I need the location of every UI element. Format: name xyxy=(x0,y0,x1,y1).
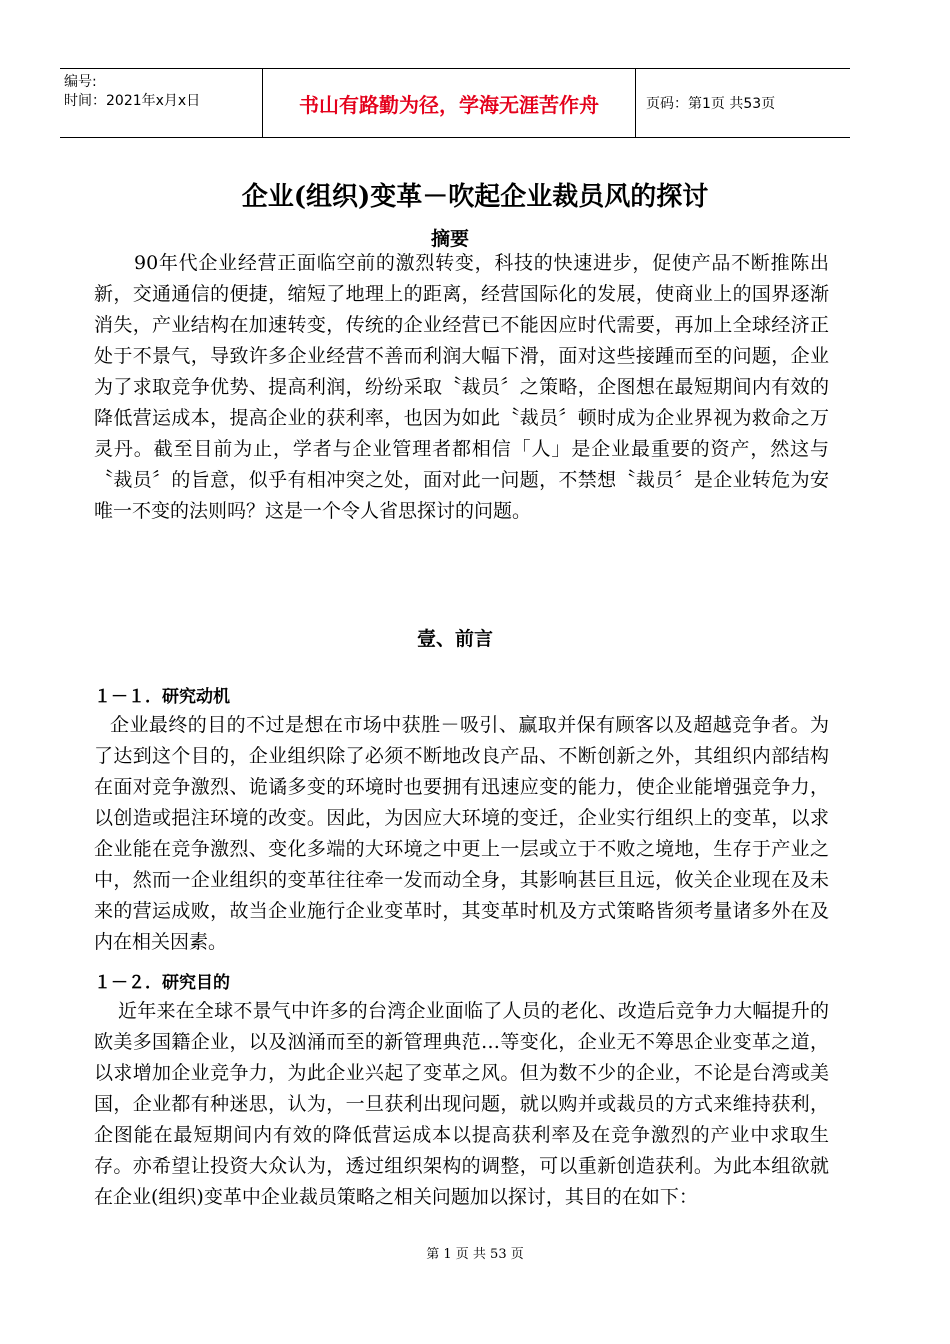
section-heading: 壹、前言 xyxy=(416,628,493,650)
header-motto: 书山有路勤为径，学海无涯苦作舟 xyxy=(262,69,636,137)
subsection-heading-motive: １－１．研究动机 xyxy=(94,687,230,707)
document-title: 企业(组织)变革－吹起企业裁员风的探讨 xyxy=(241,182,709,212)
page-footer: 第 1 页 共 53 页 xyxy=(426,1247,524,1262)
header-table xyxy=(60,68,850,138)
abstract-heading: 摘要 xyxy=(430,228,469,250)
abstract-paragraph: 90年代企业经营正面临空前的激烈转变，科技的快速进步，促使产品不断推陈出新，交通通信的便捷，缩短了地理上的距离，经营国际化的发展，使商业上的国界逐渐消失，产业结构在加速转变，传统的企业经营已不能因应时代需要，再加上全球经济正处于不景气，导致许多企业经营不善而利润大幅下滑，面对这些接踵而至的问题，企业为了求取竞争优势、提高利润，纷纷采取〝裁员〞之策略，企图想在最短期间内有效的降低营运成本，提高企业的获利率，也因为如此〝裁员〞顿时成为企业界视为救命之万灵丹。截至目前为止，学者与企业管理者都相信「人」是企业最重要的资产，然这与〝裁员〞的旨意，似乎有相冲突之处，面对此一问题，不禁想〝裁员〞是企业转危为安唯一不变的法则吗？这是一个令人省思探讨的问题。 xyxy=(94,252,829,522)
motive-paragraph: 企业最终的目的不过是想在市场中获胜－吸引、赢取并保有顾客以及超越竞争者。为了达到这个目的，企业组织除了必须不断地改良产品、不断创新之外，其组织内部结构在面对竞争激烈、诡谲多变的环境时也要拥有迅速应变的能力，使企业能增强竞争力，以创造或挹注环境的改变。因此，为因应大环境的变迁，企业实行组织上的变革，以求企业能在竞争激烈、变化多端的大环境之中更上一层或立于不败之境地，生存于产业之中，然而一企业组织的变革往往牵一发而动全身，其影响甚巨且远，攸关企业现在及未来的营运成败，故当企业施行企业变革时，其变革时机及方式策略皆须考量诸多外在及内在相关因素。 xyxy=(94,714,829,953)
time-label: 时间：2021年x月x日 xyxy=(64,93,201,109)
subsection-heading-purpose: １－２．研究目的 xyxy=(94,973,230,993)
number-label: 编号: xyxy=(64,74,97,90)
header-page-label: 页码：第1页 共53页 xyxy=(646,96,776,112)
header-meta xyxy=(60,69,262,137)
purpose-paragraph: 近年来在全球不景气中许多的台湾企业面临了人员的老化、改造后竞争力大幅提升的欧美多国籍企业，以及汹涌而至的新管理典范…等变化，企业无不筹思企业变革之道，以求增加企业竞争力，为此企业兴起了变革之风。但为数不少的企业，不论是台湾或美国，企业都有种迷思，认为，一旦获利出现问题，就以购并或裁员的方式来维持获利，企图能在最短期间内有效的降低营运成本以提高获利率及在竞争激烈的产业中求取生存。亦希望让投资大众认为，透过组织架构的调整，可以重新创造获利。为此本组欲就在企业(组织)变革中企业裁员策略之相关问题加以探讨，其目的在如下： xyxy=(94,1000,829,1208)
